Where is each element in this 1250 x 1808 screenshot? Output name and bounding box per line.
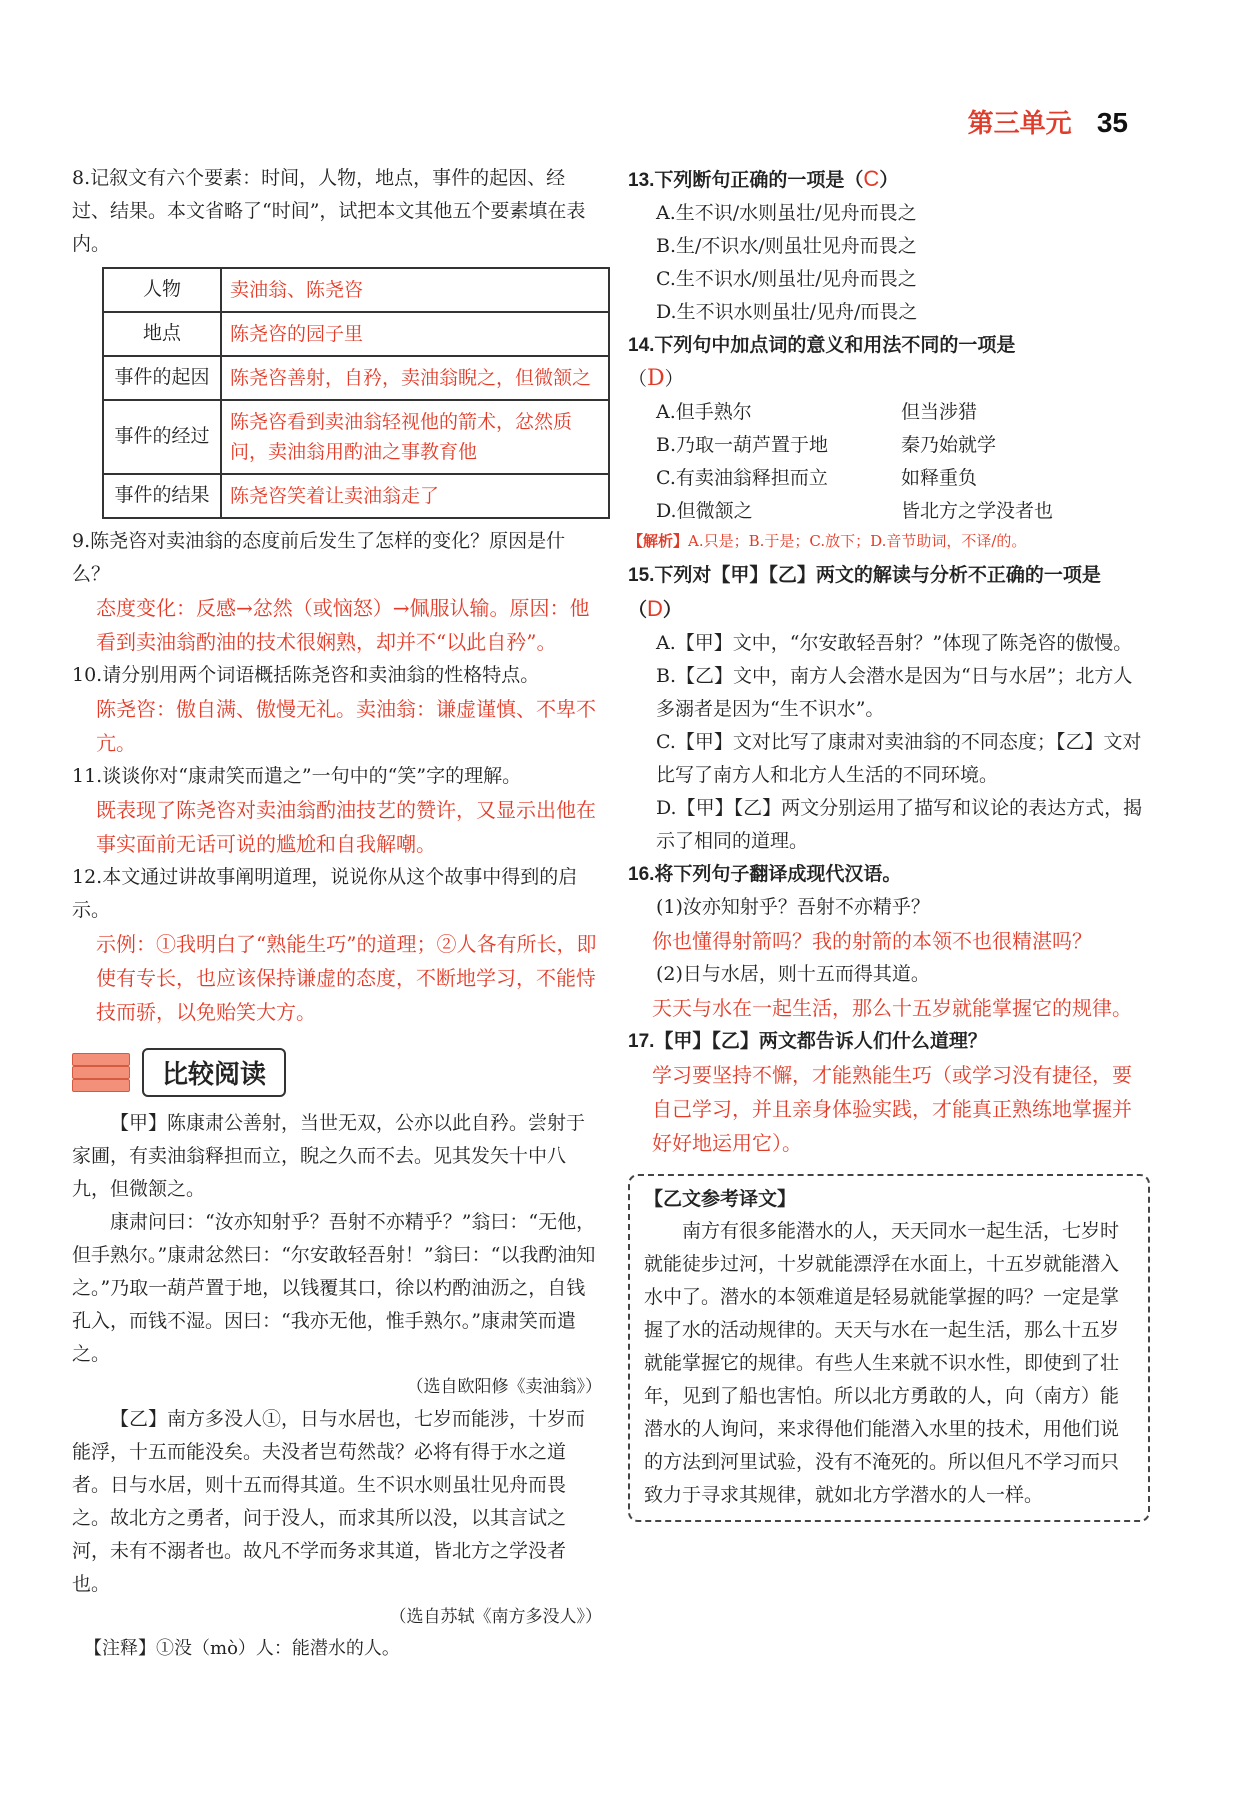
option-left: C.有卖油翁释担而立	[656, 467, 828, 489]
question-13	[628, 162, 1148, 197]
option: C.【甲】文对比写了康肃对卖油翁的不同态度；【乙】文对比写了南方人和北方人生活的不同环境。	[656, 731, 1142, 786]
question-16: 16.将下列句子翻译成现代汉语。	[628, 864, 902, 885]
analysis-14	[628, 530, 1148, 551]
option: A.生不识/水则虽壮/见舟而畏之	[656, 202, 917, 224]
question-13-end: ）	[879, 170, 899, 191]
question-15	[628, 559, 1148, 627]
option-left: B.乃取一葫芦置于地	[656, 434, 829, 456]
answer-13: C	[863, 166, 880, 191]
answer-9: 态度变化：反感→忿然（或恼怒）→佩服认输。原因：他看到卖油翁酌油的技术很娴熟，却并不“以此自矜”。	[96, 596, 590, 654]
table-key: 事件的起因	[103, 356, 221, 400]
reference-title: 【乙文参考译文】	[644, 1189, 797, 1210]
option-right: 但当涉猎	[901, 401, 978, 423]
question-13-text: 13.下列断句正确的一项是（	[628, 170, 864, 191]
table-row	[103, 268, 609, 312]
option-right: 如释重负	[901, 467, 978, 489]
option: D.生不识水则虽壮/见舟/而畏之	[656, 301, 918, 323]
passage-jia-p2: 康肃问曰：“汝亦知射乎？吾射不亦精乎？”翁曰：“无他，但手熟尔。”康肃忿然曰：“尔安敢轻吾射！”翁曰：“以我酌油知之。”乃取一葫芦置于地，以钱覆其口，徐以杓酌油沥之，自钱孔入，而钱不湿。因曰：“我亦无他，惟手熟尔。”康肃笑而遣之。	[72, 1211, 596, 1365]
option-pair	[656, 495, 1148, 528]
table-key: 事件的经过	[103, 400, 221, 474]
table-value: 陈尧咨善射，自矜，卖油翁睨之，但微颔之	[221, 356, 609, 400]
table-key: 事件的结果	[103, 474, 221, 518]
section-title: 比较阅读	[142, 1048, 286, 1097]
option-left: D.但微颔之	[656, 500, 753, 522]
page-number: 35	[1096, 107, 1128, 138]
option: B.【乙】文中，南方人会潜水是因为“日与水居”；北方人多溺者是因为“生不识水”。	[656, 665, 1133, 720]
table-key: 人物	[103, 268, 221, 312]
table-value: 陈尧咨的园子里	[221, 312, 609, 356]
table-key: 地点	[103, 312, 221, 356]
answer-12: 示例：①我明白了“熟能生巧”的道理；②人各有所长，即使有专长，也应该保持谦虚的态度，不断地学习，不能恃技而骄，以免贻笑大方。	[96, 932, 597, 1024]
answer-15: D	[647, 596, 663, 621]
elements-table	[102, 267, 610, 519]
section-header	[72, 1047, 602, 1097]
question-17: 17.【甲】【乙】两文都告诉人们什么道理？	[628, 1031, 987, 1052]
answer-16-1: 你也懂得射箭吗？我的射箭的本领不也很精湛吗？	[652, 929, 1092, 953]
answer-16-2: 天天与水在一起生活，那么十五岁就能掌握它的规律。	[652, 996, 1132, 1020]
paren-open: （	[628, 368, 648, 390]
option: B.生/不识水/则虽壮见舟而畏之	[656, 235, 917, 257]
option-right: 秦乃始就学	[901, 434, 997, 456]
option-left: A.但手熟尔	[656, 401, 752, 423]
table-row	[103, 474, 609, 518]
page-header	[968, 103, 1128, 140]
table-row	[103, 356, 609, 400]
table-row	[103, 400, 609, 474]
books-icon	[72, 1047, 132, 1097]
analysis-text: A.只是；B.于是；C.放下；D.音节助词，不译/的。	[688, 532, 1027, 550]
question-9: 9.陈尧咨对卖油翁的态度前后发生了怎样的变化？原因是什么？	[72, 530, 566, 585]
answer-10: 陈尧咨：傲自满、傲慢无礼。卖油翁：谦虚谨慎、不卑不亢。	[96, 697, 596, 755]
question-11: 11.谈谈你对“康肃笑而遣之”一句中的“笑”字的理解。	[72, 765, 522, 787]
unit-title: 第三单元	[967, 108, 1072, 138]
option: D.【甲】【乙】两文分别运用了描写和议论的表达方式，揭示了相同的道理。	[656, 797, 1143, 852]
option-pair	[656, 462, 1148, 495]
annotation: 【注释】①没（mò）人：能潜水的人。	[84, 1638, 400, 1659]
answer-17: 学习要坚持不懈，才能熟能生巧（或学习没有捷径，要自己学习，并且亲身体验实践，才能真正熟练地掌握并好好地运用它）。	[652, 1063, 1132, 1155]
passage-jia-p1: 【甲】陈康肃公善射，当世无双，公亦以此自矜。尝射于家圃，有卖油翁释担而立，睨之久而不去。见其发矢十中八九，但微颔之。	[72, 1112, 586, 1200]
sentence-1: (1)汝亦知射乎？吾射不亦精乎？	[656, 896, 930, 918]
right-column	[628, 162, 1148, 1522]
option-pair	[656, 396, 1148, 429]
option-pair	[656, 429, 1148, 462]
question-12: 12.本文通过讲故事阐明道理，说说你从这个故事中得到的启示。	[72, 866, 578, 921]
reference-text: 南方有很多能潜水的人，天天同水一起生活，七岁时就能徒步过河，十岁就能漂浮在水面上，十五岁就能潜入水中了。潜水的本领难道是轻易就能掌握的吗？一定是掌握了水的活动规律的。天天与水在一起生活，那么十五岁就能掌握它的规律。有些人生来就不识水性，即使到了壮年，见到了船也害怕。所以北方勇敢的人，向（南方）能潜水的人询问，来求得他们能潜入水里的技术，用他们说的方法到河里试验，没有不淹死的。所以但凡不学习而只致力于寻求其规律，就如北方学潜水的人一样。	[644, 1220, 1120, 1506]
reference-translation-box	[628, 1174, 1150, 1522]
option: C.生不识水/则虽壮/见舟而畏之	[656, 268, 917, 290]
option: A.【甲】文中，“尔安敢轻吾射？”体现了陈尧咨的傲慢。	[656, 632, 1133, 654]
paren-close: ）	[664, 368, 684, 390]
source-yi: （选自苏轼《南方多没人》）	[389, 1607, 602, 1627]
option-right: 皆北方之学没者也	[901, 500, 1054, 522]
left-column	[72, 162, 602, 1665]
analysis-label: 【解析】	[628, 532, 689, 550]
table-value: 陈尧咨看到卖油翁轻视他的箭术，忿然质问，卖油翁用酌油之事教育他	[221, 400, 609, 474]
question-15-text: 15.下列对【甲】【乙】两文的解读与分析不正确的一项是（	[628, 565, 1101, 621]
answer-11: 既表现了陈尧咨对卖油翁酌油技艺的赞许，又显示出他在事实面前无话可说的尴尬和自我解嘲。	[96, 798, 596, 856]
question-10: 10.请分别用两个词语概括陈尧咨和卖油翁的性格特点。	[72, 664, 540, 686]
table-row	[103, 312, 609, 356]
question-8: 8.记叙文有六个要素：时间，人物，地点，事件的起因、经过、结果。本文省略了“时间”，试把本文其他五个要素填在表内。	[72, 167, 586, 255]
sentence-2: (2)日与水居，则十五而得其道。	[656, 963, 930, 985]
question-14-choice	[628, 362, 1148, 396]
table-value: 卖油翁、陈尧咨	[221, 268, 609, 312]
passage-yi: 【乙】南方多没人①，日与水居也，七岁而能涉，十岁而能浮，十五而能没矣。夫没者岂苟然哉？必将有得于水之道者。日与水居，则十五而得其道。生不识水则虽壮见舟而畏之。故北方之勇者，问于没人，而求其所以没，以其言试之河，未有不溺者也。故凡不学而务求其道，皆北方之学没者也。	[72, 1408, 586, 1595]
source-jia: （选自欧阳修《卖油翁》）	[406, 1377, 602, 1397]
question-14: 14.下列句中加点词的意义和用法不同的一项是	[628, 335, 1016, 356]
table-value: 陈尧咨笑着让卖油翁走了	[221, 474, 609, 518]
answer-14: D	[647, 366, 665, 391]
question-15-end: ）	[662, 600, 682, 621]
